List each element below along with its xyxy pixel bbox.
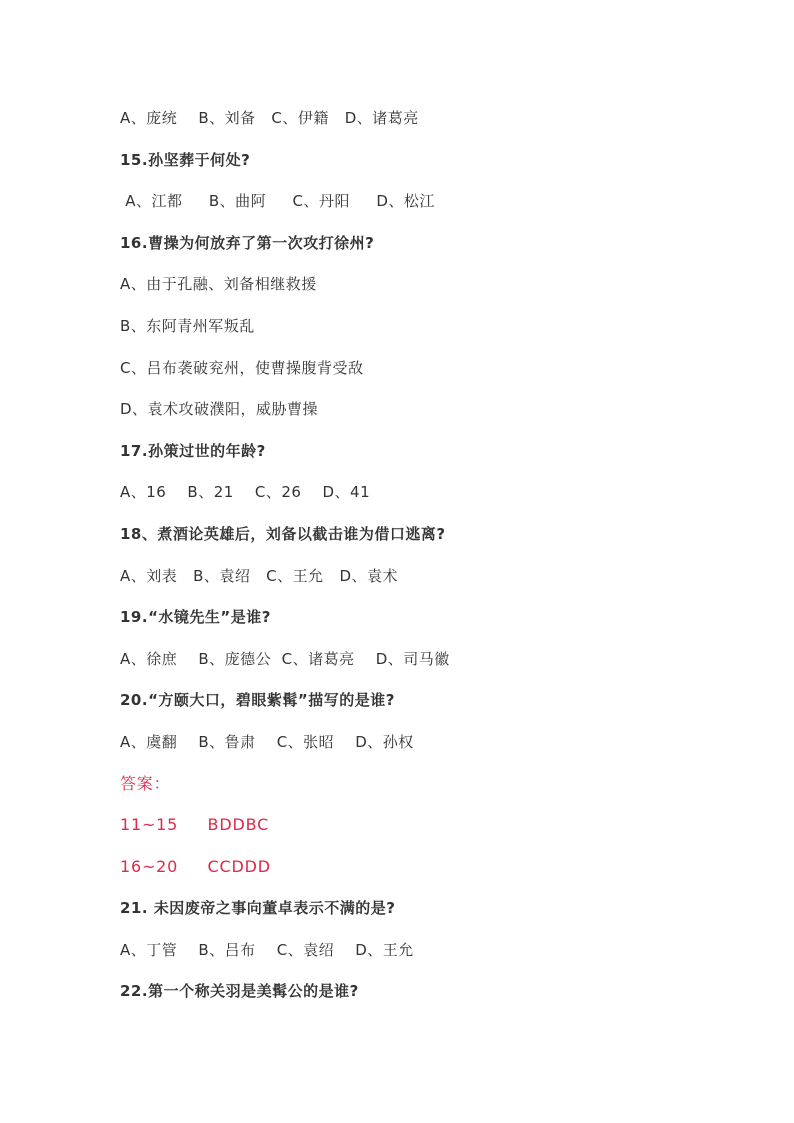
document-page [120, 102, 740, 1017]
option-16-d: D、袁术攻破濮阳，威胁曹操 [120, 400, 319, 419]
question-19: 19.“水镜先生”是谁? [120, 608, 271, 627]
option-line-17: A、16 B、21 C、26 D、41 [120, 483, 371, 502]
option-line-14: A、庞统 B、刘备 C、伊籍 D、诸葛亮 [120, 109, 419, 127]
option-16-a: A、由于孔融、刘备相继救援 [120, 275, 317, 294]
question-17: 17.孙策过世的年龄? [120, 441, 266, 460]
question-15: 15.孙坚葬于何处? [120, 150, 251, 169]
option-16-b: B、东阿青州军叛乱 [120, 316, 255, 335]
answer-11-15: 11~15 BDDBC [120, 815, 270, 835]
question-20: 20.“方颐大口，碧眼紫髯”描写的是谁? [120, 691, 395, 710]
option-line-15: A、江都 B、曲阿 C、丹阳 D、松江 [120, 192, 435, 211]
question-22: 22.第一个称关羽是美髯公的是谁? [120, 982, 359, 1001]
option-line-21: A、丁管 B、吕布 C、袁绍 D、王允 [120, 940, 414, 959]
question-18: 18、煮酒论英雄后，刘备以截击谁为借口逃离? [120, 524, 446, 543]
option-line-19: A、徐庶 B、庞德公 C、诸葛亮 D、司马徽 [120, 649, 450, 668]
option-line-18: A、刘表 B、袁绍 C、王允 D、袁术 [120, 566, 398, 585]
option-line-20: A、虞翻 B、鲁肃 C、张昭 D、孙权 [120, 732, 414, 751]
answer-heading: 答案： [120, 773, 171, 793]
option-16-c: C、吕布袭破兖州，使曹操腹背受敌 [120, 358, 364, 377]
question-21: 21. 未因废帝之事向董卓表示不满的是? [120, 899, 396, 918]
question-16: 16.曹操为何放弃了第一次攻打徐州? [120, 233, 375, 252]
answer-16-20: 16~20 CCDDD [120, 856, 271, 876]
